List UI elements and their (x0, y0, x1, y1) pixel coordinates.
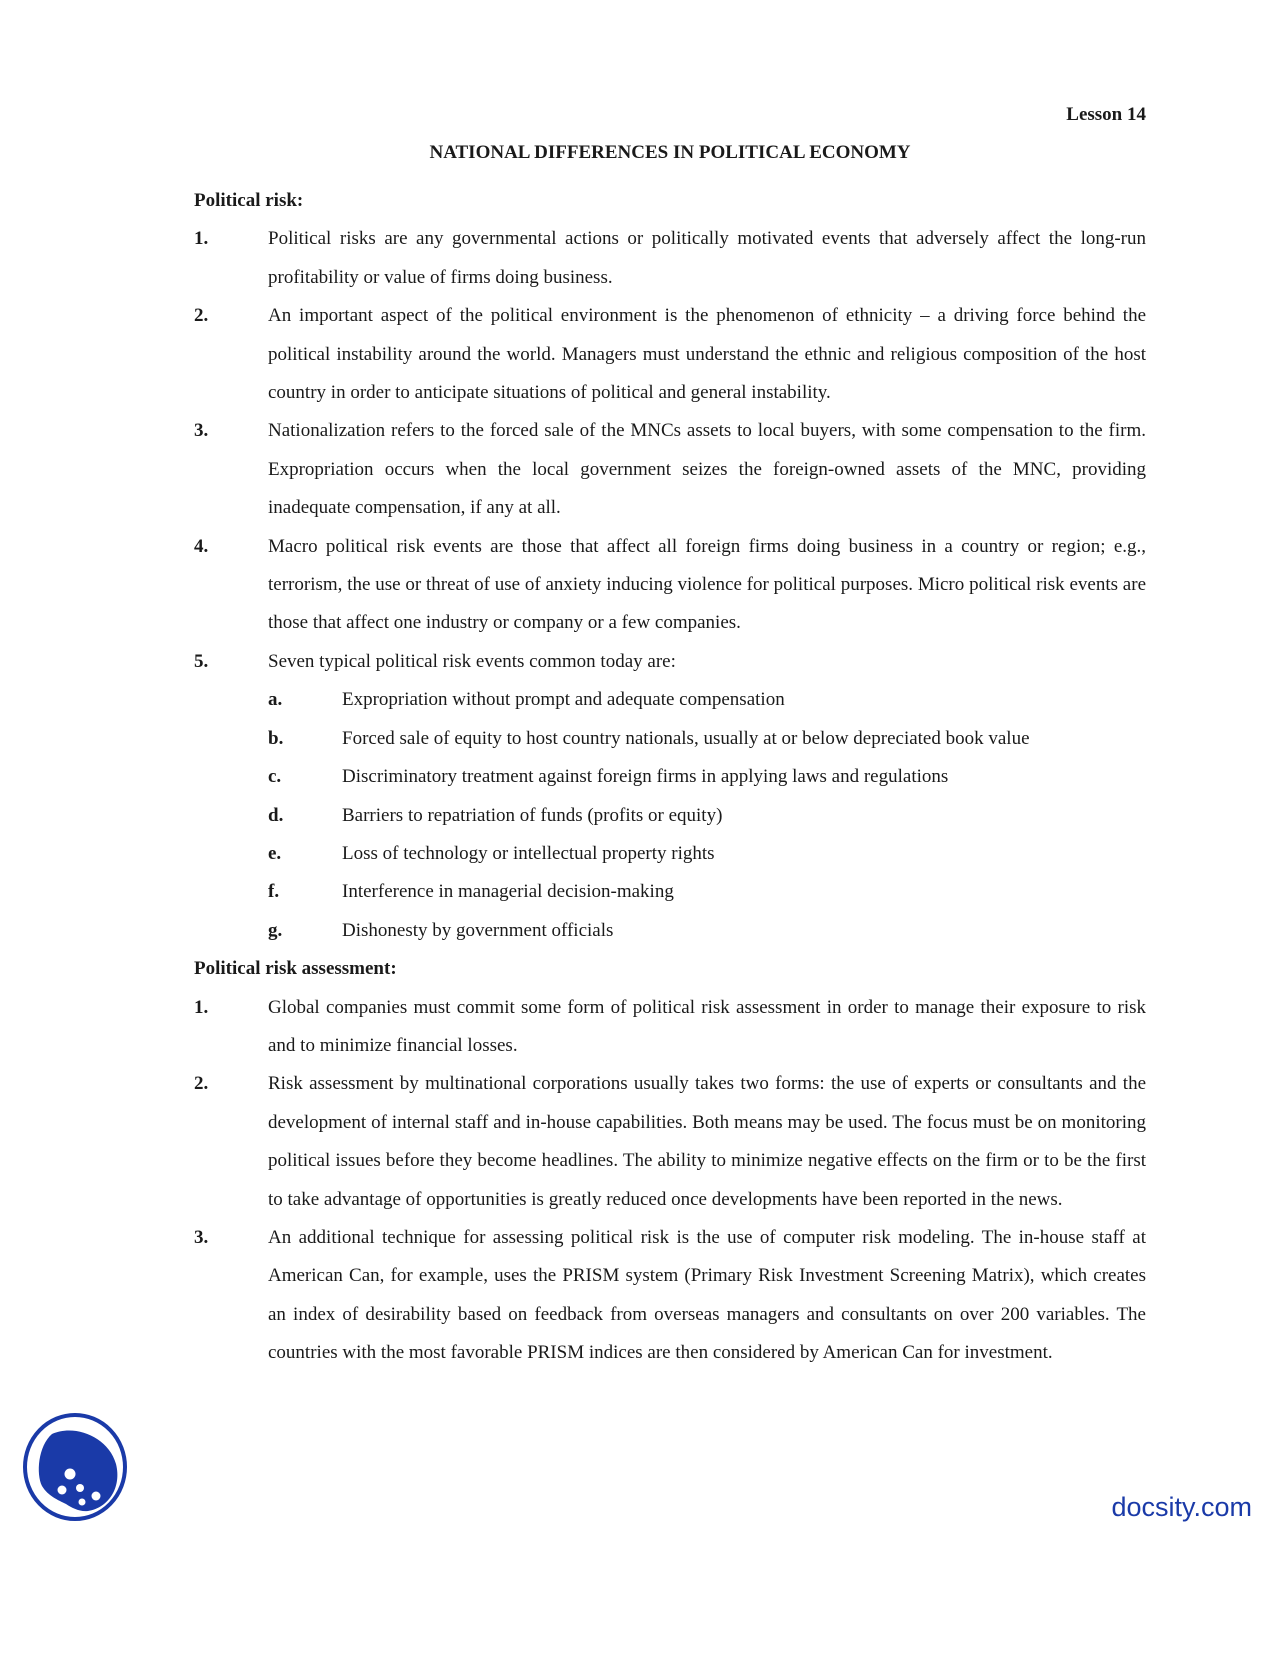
sub-list-item-text: Forced sale of equity to host country nationals, usually at or below depreciated book value (342, 727, 1030, 749)
list-item-number: 2. (194, 305, 209, 327)
list-item-number: 5. (194, 650, 209, 672)
section-heading-political-risk: Political risk: (194, 190, 304, 211)
list-item (194, 528, 1146, 643)
docsity-logo-icon (22, 1412, 128, 1522)
sub-list-item-letter: e. (268, 842, 282, 864)
sub-list-item-letter: c. (268, 766, 282, 788)
sub-list-item (268, 720, 1146, 758)
list-item-text: Macro political risk events are those that affect all foreign firms doing business in a country or region; e.g., terrorism, the use or threat of use of anxiety inducing violence for political purposes. Micro political risk events are those that affect one industry or company or a few companies. (268, 535, 1146, 634)
sub-list-item-letter: f. (268, 881, 280, 903)
list-item-text: Seven typical political risk events common today are: (268, 650, 676, 672)
sub-list-item (268, 797, 1146, 835)
list-item (194, 643, 1146, 681)
list-item-number: 1. (194, 228, 209, 250)
list-item (194, 989, 1146, 1066)
sub-list-item-letter: g. (268, 919, 283, 941)
sub-list-item-text: Expropriation without prompt and adequate compensation (342, 689, 785, 711)
sub-list-item (268, 681, 1146, 719)
list-item-number: 3. (194, 1226, 209, 1248)
docsity-brand-link[interactable]: docsity.com (1111, 1492, 1252, 1522)
list-item-text: Global companies must commit some form of political risk assessment in order to manage their exposure to risk and to minimize financial losses. (268, 996, 1146, 1056)
sub-list-item-text: Discriminatory treatment against foreign firms in applying laws and regulations (342, 766, 949, 788)
list-item-text: Risk assessment by multinational corporations usually takes two forms: the use of experts or consultants and the development of internal staff and in-house capabilities. Both means may be used. The focus must be on monitoring political issues before they become headlines. The ability to minimize negative effects on the firm or to be the first to take advantage of opportunities is greatly reduced once developments have been reported in the news. (268, 1073, 1146, 1210)
list-item (194, 297, 1146, 412)
list-item-text: Nationalization refers to the forced sale of the MNCs assets to local buyers, with some compensation to the firm. Expropriation occurs when the local government seizes the foreign-owned assets of the MNC, providing inadequate compensation, if any at all. (268, 420, 1146, 519)
list-item (194, 1065, 1146, 1219)
list-item-text: An additional technique for assessing political risk is the use of computer risk modeling. The in-house staff at American Can, for example, uses the PRISM system (Primary Risk Investment Screening Matrix), which creates an index of desirability based on feedback from overseas managers and consultants on over 200 variables. The countries with the most favorable PRISM indices are then considered by American Can for investment. (268, 1226, 1146, 1364)
list-item-text: Political risks are any governmental actions or politically motivated events that adversely affect the long-run profitability or value of firms doing business. (268, 228, 1146, 288)
sub-list-item (268, 912, 1146, 950)
sub-list-item (268, 758, 1146, 796)
sub-list-item-letter: a. (268, 689, 283, 711)
list-item-number: 4. (194, 535, 209, 557)
section-heading-risk-assessment: Political risk assessment: (194, 958, 397, 980)
sub-list-item-letter: d. (268, 804, 284, 826)
sub-list-item-text: Interference in managerial decision-making (342, 881, 674, 903)
sub-list-item-text: Barriers to repatriation of funds (profits or equity) (342, 804, 723, 826)
list-item-number: 2. (194, 1073, 209, 1095)
list-item (194, 1219, 1146, 1373)
document-body (194, 182, 1146, 1373)
list-item-text: An important aspect of the political environment is the phenomenon of ethnicity – a driving force behind the political instability around the world. Managers must understand the ethnic and religious composition of the host country in order to anticipate situations of political and general instability. (268, 305, 1146, 404)
sub-list-item-text: Loss of technology or intellectual property rights (342, 842, 715, 864)
sub-list-item (268, 835, 1146, 873)
list-item (194, 412, 1146, 527)
list-item-number: 3. (194, 420, 209, 442)
list-item (194, 220, 1146, 297)
sub-list-item-text: Dishonesty by government officials (342, 919, 614, 941)
list-item-number: 1. (194, 996, 209, 1018)
sub-list-item-letter: b. (268, 727, 284, 749)
lesson-number: Lesson 14 (1066, 104, 1146, 125)
page-title: NATIONAL DIFFERENCES IN POLITICAL ECONOMY (429, 142, 911, 163)
sub-list-item (268, 873, 1146, 911)
